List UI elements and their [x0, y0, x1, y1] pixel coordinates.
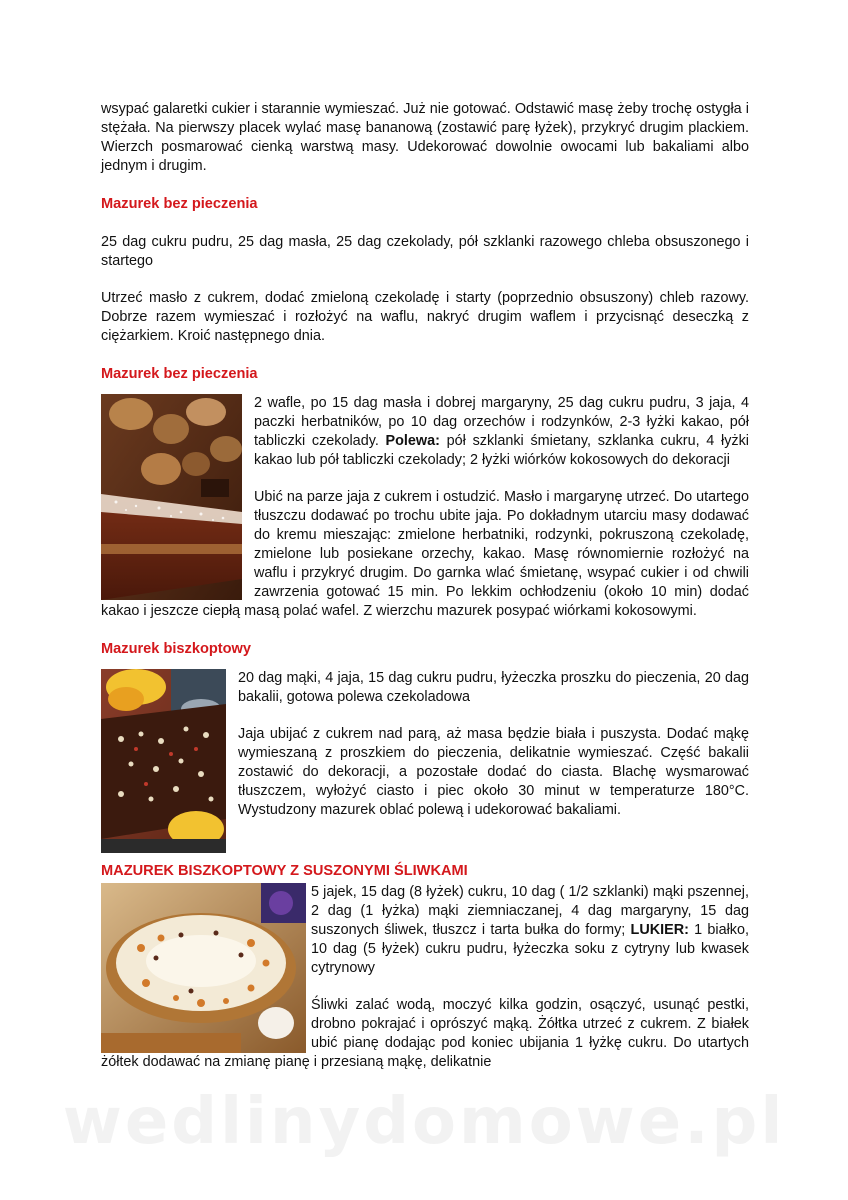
document-page — [101, 100, 749, 1072]
icing-label: LUKIER: — [630, 922, 689, 938]
ingredients-part-b: 1 białko, 10 dag (5 łyżek) cukru pudru, łyżeczka soku z cytryny lub kwasek cytrynowy — [311, 922, 749, 976]
recipe-method: Śliwki zalać wodą, moczyć kilka godzin, osączyć, usunąć pestki, drobno pokrajać i oprószyć mąką. Żółtka utrzeć z cukrem. Z białek ubić pianę dodając pod koniec ubijania 1 łyżkę cukru. Do utartych żółtek dodawać na zmianę pianę i przesianą mąkę, delikatnie — [101, 997, 749, 1070]
glaze-label: Polewa: — [385, 433, 440, 449]
recipe-method: Jaja ubijać z cukrem nad parą, aż masa będzie biała i puszysta. Dodać mąkę wymieszaną z proszkiem do pieczenia, delikatnie wymieszać. Część bakalii zostawić do dekoracji, a pozostałe dodać do ciasta. Blachę wysmarować tłuszczem, wyłożyć ciasto i piec około 30 minut w temperaturze 180°C. Wystudzony mazurek oblać polewą i udekorować bakaliami. — [238, 726, 749, 818]
biscuit-mazurek-photo — [101, 669, 226, 853]
ingredients-part-a: 5 jajek, 15 dag (8 łyżek) cukru, 10 dag ( 1/2 szklanki) mąki pszennej, 2 dag (1 łyżka) mąki ziemniaczanej, 4 dag margaryny, 15 dag suszonych śliwek, tłuszcz i tarta bułka do formy; — [311, 884, 749, 938]
recipe-method: Utrzeć masło z cukrem, dodać zmieloną czekoladę i starty (poprzednio obsuszony) chleb razowy. Dobrze razem wymieszać i rozłożyć na waflu, nakryć drugim waflem i przycisnąć deseczką z ciężarkiem. Kroić następnego dnia. — [101, 290, 749, 344]
recipe-ingredients: 20 dag mąki, 4 jaja, 15 dag cukru pudru, łyżeczka proszku do pieczenia, 20 dag bakalii, gotowa polewa czekoladowa — [238, 670, 749, 705]
intro-paragraph: wsypać galaretki cukier i starannie wymieszać. Już nie gotować. Odstawić masę żeby trochę ostygła i stężała. Na pierwszy placek wylać masę bananową (zostawić parę łyżek), przykryć drugim plackiem. Wierzch posmarować cienką warstwą masy. Udekorować dowolnie owocami lub bakaliami albo jednym i drugim. — [101, 101, 749, 174]
recipe-title: Mazurek bez pieczenia — [101, 366, 258, 382]
mazurek-photo — [101, 394, 242, 600]
recipe-method: Ubić na parze jaja z cukrem i ostudzić. Masło i margarynę utrzeć. Do utartego tłuszczu dodawać po trochu ubite jaja. Po dokładnym utarciu masy dodawać do kremu mieszając: zmielone herbatniki, rodzynki, pokruszoną czekoladę, zmielone lub posiekane orzechy, kakao. Masę równomiernie rozłożyć na waflu i przykryć drugim. Do garnka wlać śmietanę, wsypać cukier i od chwili zawrzenia gotować 15 min. Po lekkim ochłodzeniu (około 10 min) dodać kakao i jeszcze ciepłą masą polać wafel. Z wierzchu mazurek posypać wiórkami kokosowymi. — [101, 489, 749, 619]
recipe-title: Mazurek biszkoptowy — [101, 641, 252, 657]
watermark: wedlinydomowe.pl — [62, 1085, 786, 1159]
recipe-ingredients: 25 dag cukru pudru, 25 dag masła, 25 dag czekolady, pół szklanki razowego chleba obsuszonego i startego — [101, 234, 749, 269]
recipe-title: MAZUREK BISZKOPTOWY Z SUSZONYMI ŚLIWKAMI — [101, 863, 468, 879]
ingredients-part-a: 2 wafle, po 15 dag masła i dobrej margaryny, 25 dag cukru pudru, 3 jaja, 4 paczki herbatników, po 10 dag orzechów i rodzynków, 2-3 łyżki kakao, pół tabliczki czekolady. — [254, 395, 749, 449]
recipe-title: Mazurek bez pieczenia — [101, 196, 258, 212]
ingredients-part-b: pół szklanki śmietany, szklanka cukru, 4 łyżki kakao lub pół tabliczki czekolady; 2 łyżki wiórków kokosowych do dekoracji — [254, 433, 749, 468]
plum-mazurek-photo — [101, 883, 306, 1053]
